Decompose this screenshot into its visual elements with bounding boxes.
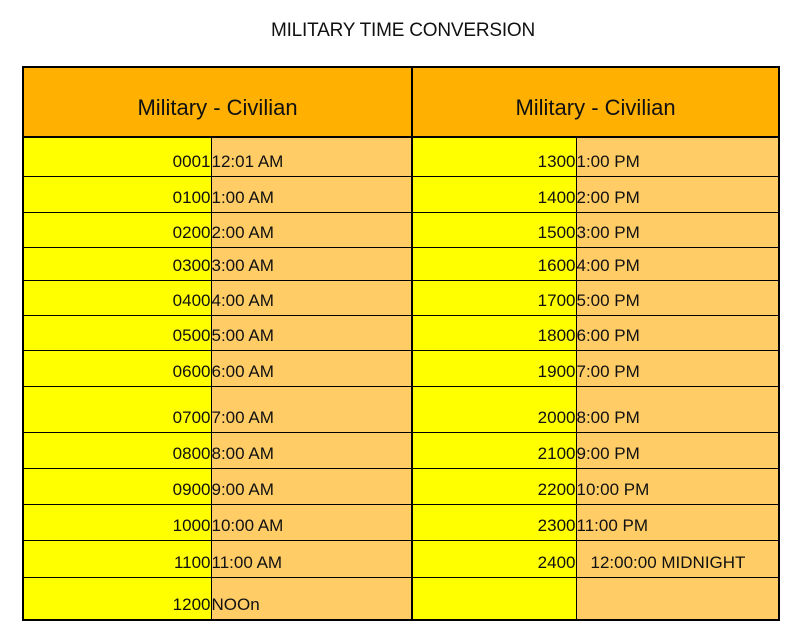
military-time-cell: 2400 — [412, 540, 576, 577]
military-time-cell: 1700 — [412, 280, 576, 315]
left-column-header: Military - Civilian — [23, 67, 412, 137]
military-time-cell: 0800 — [23, 432, 211, 468]
civilian-time-cell: 10:00 PM — [576, 468, 779, 504]
civilian-time-cell: 10:00 AM — [211, 504, 412, 540]
civilian-time-cell: 5:00 PM — [576, 280, 779, 315]
civilian-time-cell: 12:00:00 MIDNIGHT — [576, 540, 779, 577]
table-row — [23, 176, 779, 212]
military-time-cell: 0500 — [23, 315, 211, 350]
military-time-cell: 1100 — [23, 540, 211, 577]
table-row — [23, 540, 779, 577]
military-time-cell: 0600 — [23, 350, 211, 386]
table-row — [23, 247, 779, 280]
table-row — [23, 432, 779, 468]
civilian-time-cell: 6:00 AM — [211, 350, 412, 386]
military-time-cell: 2000 — [412, 386, 576, 432]
civilian-time-cell: 4:00 PM — [576, 247, 779, 280]
military-time-cell: 2300 — [412, 504, 576, 540]
table-header-row — [23, 67, 779, 137]
military-time-cell: 0300 — [23, 247, 211, 280]
civilian-time-cell: 2:00 PM — [576, 176, 779, 212]
military-time-cell: 0700 — [23, 386, 211, 432]
military-time-cell: 1500 — [412, 212, 576, 247]
civilian-time-cell: 8:00 AM — [211, 432, 412, 468]
military-time-cell: 1300 — [412, 137, 576, 176]
table-row — [23, 386, 779, 432]
civilian-time-cell: 9:00 PM — [576, 432, 779, 468]
page-title: MILITARY TIME CONVERSION — [270, 20, 536, 41]
civilian-time-cell: 1:00 AM — [211, 176, 412, 212]
civilian-time-cell: 12:01 AM — [211, 137, 412, 176]
civilian-time-cell: 7:00 PM — [576, 350, 779, 386]
military-time-cell: 1400 — [412, 176, 576, 212]
civilian-time-cell: NOOn — [211, 577, 412, 620]
military-time-cell: 1600 — [412, 247, 576, 280]
military-time-cell: 1200 — [23, 577, 211, 620]
military-time-cell: 0400 — [23, 280, 211, 315]
civilian-time-cell: 2:00 AM — [211, 212, 412, 247]
civilian-time-cell: 5:00 AM — [211, 315, 412, 350]
table-row — [23, 350, 779, 386]
military-time-cell: 0900 — [23, 468, 211, 504]
table-row — [23, 468, 779, 504]
civilian-time-cell: 11:00 AM — [211, 540, 412, 577]
civilian-time-cell: 4:00 AM — [211, 280, 412, 315]
military-time-cell: 0200 — [23, 212, 211, 247]
table-row — [23, 577, 779, 620]
military-time-cell: 2100 — [412, 432, 576, 468]
conversion-table — [22, 66, 780, 621]
civilian-time-cell: 6:00 PM — [576, 315, 779, 350]
civilian-time-cell: 9:00 AM — [211, 468, 412, 504]
table-row — [23, 137, 779, 176]
right-column-header: Military - Civilian — [412, 67, 779, 137]
table-row — [23, 504, 779, 540]
military-time-cell: 1000 — [23, 504, 211, 540]
civilian-time-cell — [576, 577, 779, 620]
table-row — [23, 212, 779, 247]
table-row — [23, 280, 779, 315]
civilian-time-cell: 11:00 PM — [576, 504, 779, 540]
civilian-time-cell: 3:00 AM — [211, 247, 412, 280]
civilian-time-cell: 1:00 PM — [576, 137, 779, 176]
table-row — [23, 315, 779, 350]
military-time-cell: 1900 — [412, 350, 576, 386]
military-time-cell: 2200 — [412, 468, 576, 504]
military-time-cell: 0001 — [23, 137, 211, 176]
civilian-time-cell: 8:00 PM — [576, 386, 779, 432]
military-time-cell: 1800 — [412, 315, 576, 350]
military-time-cell — [412, 577, 576, 620]
civilian-time-cell: 3:00 PM — [576, 212, 779, 247]
civilian-time-cell: 7:00 AM — [211, 386, 412, 432]
military-time-cell: 0100 — [23, 176, 211, 212]
